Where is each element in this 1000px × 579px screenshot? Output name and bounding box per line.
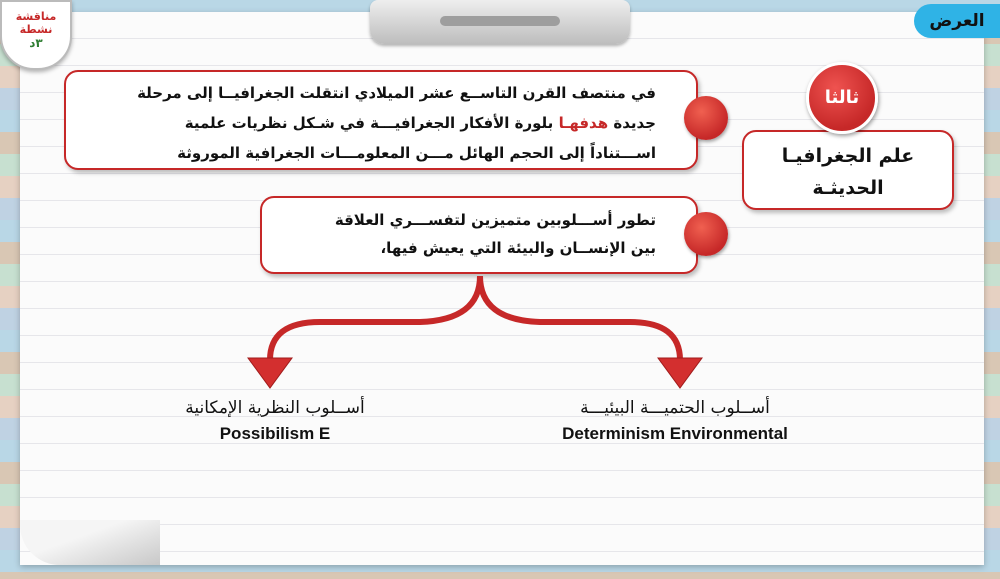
approach-possibilism-arabic: أســلوب النظرية الإمكانية [185, 398, 365, 418]
activity-tag-line2: نشطة [19, 23, 53, 36]
branch-right [480, 276, 680, 360]
topic-line-1: علم الجغرافيـا [781, 145, 915, 167]
arrowhead-right [658, 358, 702, 388]
topic-line-2: الحديثـة [812, 177, 884, 199]
activity-tag-line3: ٣د [29, 36, 43, 50]
intro-line-3: اســـتناداً إلى الحجم الهائل مـــن المعلومـــات الجغرافية الموروثة [177, 144, 656, 162]
approaches-line-1: تطور أســـلوبين متميزين لتفســـري العلاقة [334, 211, 656, 229]
intro-line-2-start: جديدة [613, 114, 656, 132]
approach-determinism-english: Determinism Environmental [562, 424, 788, 443]
section-badge: ثالثا [806, 62, 878, 134]
intro-line-1: في منتصف القرن التاســع عشر الميلادي انتقلت الجغرافيــا إلى مرحلة [137, 84, 656, 102]
branch-left [270, 276, 480, 360]
approach-determinism-arabic: أســلوب الحتميـــة البيئيـــة [580, 398, 770, 418]
approach-determinism [520, 398, 830, 444]
arrowhead-left [248, 358, 292, 388]
approach-possibilism-english: Possibilism E [219, 424, 331, 443]
intro-line-2-end: بلورة الأفكار الجغرافيـــة في شـكل نظريات علمية [184, 114, 554, 132]
section-tag: العرض [914, 4, 1000, 38]
activity-tag-line1: مناقشة [15, 10, 57, 23]
approach-possibilism [150, 398, 400, 444]
approaches-line-2: بين الإنســان والبيئة التي يعيش فيها، [380, 239, 656, 257]
highlight-word: هدفهـا [558, 114, 609, 132]
